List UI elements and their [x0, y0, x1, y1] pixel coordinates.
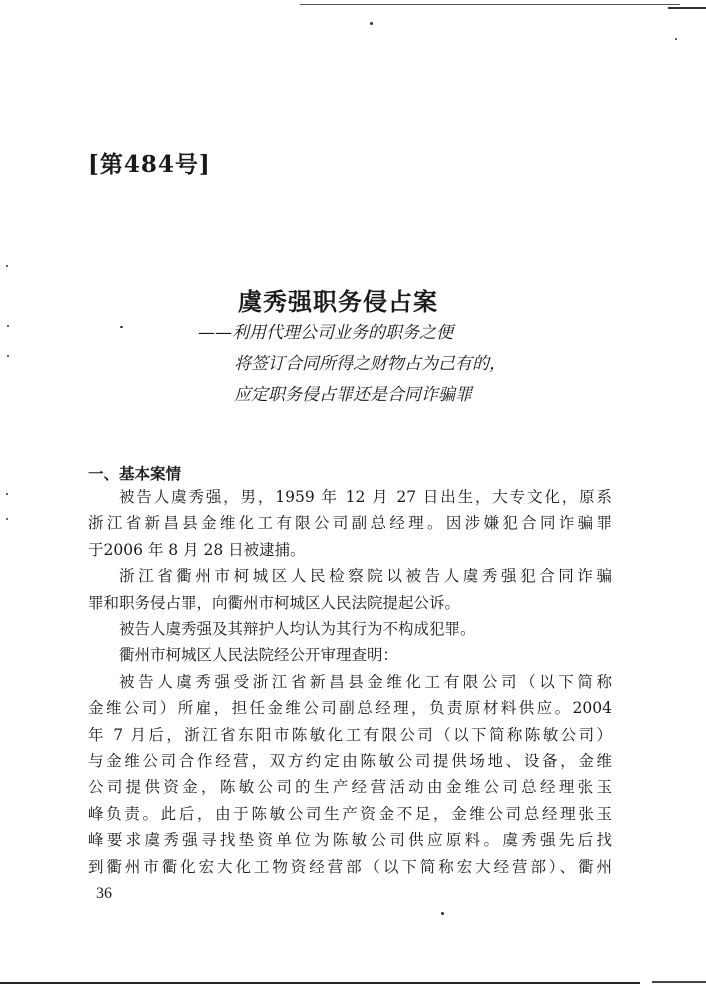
body-line: 金维公司）所雇，担任金维公司副总经理，负责原材料供应。2004: [88, 699, 612, 718]
body-line: 峰负责。此后，由于陈敏公司生产资金不足，金维公司总经理张玉: [88, 804, 612, 823]
scan-speck: [7, 325, 9, 327]
scan-speck: [6, 518, 8, 520]
body-line: 浙江省衢州市柯城区人民检察院以被告人虞秀强犯合同诈骗: [119, 567, 612, 586]
scan-speck: [675, 38, 677, 40]
body-line: 被告人虞秀强，男，1959 年 12 月 27 日出生，大专文化，原系: [119, 488, 612, 506]
body-line: 年 7 月后，浙江省东阳市陈敏化工有限公司（以下简称陈敏公司）: [88, 725, 612, 744]
bottom-rule-right: [652, 981, 706, 983]
case-number: [第484号]: [88, 151, 211, 178]
scan-speck: [370, 22, 373, 25]
body-line: 峰要求虞秀强寻找垫资单位为陈敏公司供应原料。虞秀强先后找: [88, 831, 612, 850]
body-line: 被告人虞秀强受浙江省新昌县金维化工有限公司（以下简称: [119, 672, 612, 691]
body-line: 于2006 年 8 月 28 日被逮捕。: [88, 540, 306, 559]
body-line: 与金维公司合作经营，双方约定由陈敏公司提供场地、设备，金维: [88, 752, 612, 771]
body-line: 公司提供资金，陈敏公司的生产经营活动由金维公司总经理张玉: [88, 778, 612, 797]
bottom-rule: [0, 982, 640, 984]
subtitle-line: ——利用代理公司业务的职务之便: [198, 323, 453, 343]
case-title: 虞秀强职务侵占案: [238, 287, 438, 316]
body-text: [88, 484, 612, 880]
scan-speck: [120, 326, 123, 328]
body-line: 衢州市柯城区人民法院经公开审理查明：: [119, 646, 399, 665]
body-line: 被告人虞秀强及其辩护人均认为其行为不构成犯罪。: [119, 620, 476, 639]
page-number: 36: [96, 885, 112, 902]
body-line: 到衢州市衢化宏大化工物资经营部（以下简称宏大经营部）、衢州: [88, 857, 612, 876]
scan-speck: [441, 912, 444, 915]
top-rule-right: [668, 7, 706, 9]
subtitle-line: 将签订合同所得之财物占为己有的，: [234, 354, 506, 374]
case-subtitle: [198, 318, 598, 411]
subtitle-line: 应定职务侵占罪还是合同诈骗罪: [234, 385, 472, 405]
body-line: 罪和职务侵占罪，向衢州市柯城区人民法院提起公诉。: [88, 593, 461, 612]
scan-speck: [6, 265, 8, 267]
section-heading: 一、基本案情: [88, 465, 182, 483]
body-line: 浙江省新昌县金维化工有限公司副总经理。因涉嫌犯合同诈骗罪: [88, 514, 612, 533]
scan-speck: [6, 493, 8, 495]
scan-speck: [7, 355, 9, 357]
top-rule: [300, 4, 680, 5]
